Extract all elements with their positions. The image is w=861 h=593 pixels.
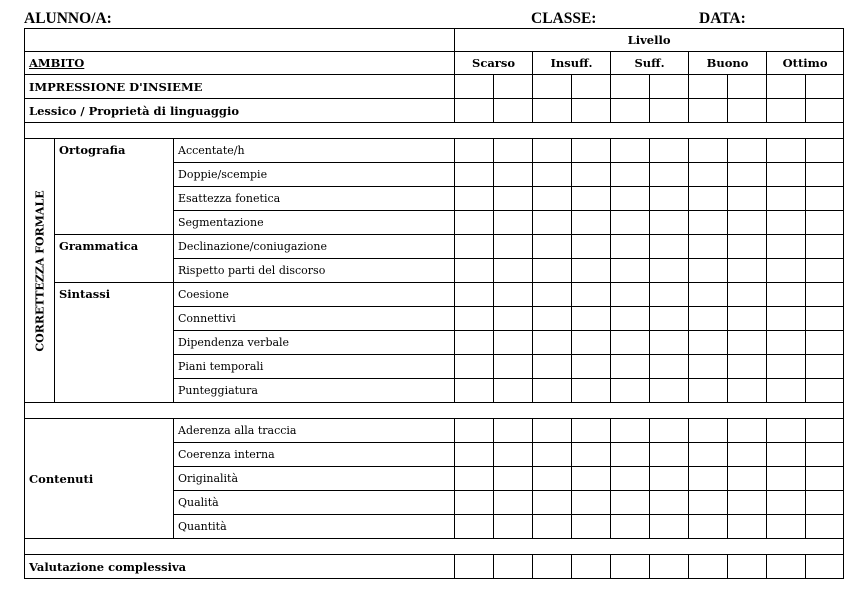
- score-cell[interactable]: [533, 379, 572, 403]
- score-cell[interactable]: [494, 491, 533, 515]
- score-cell[interactable]: [806, 555, 844, 579]
- score-cell[interactable]: [455, 259, 494, 283]
- score-cell[interactable]: [767, 99, 806, 123]
- section-label: Sintassi: [55, 283, 174, 403]
- section-label: Grammatica: [55, 235, 174, 283]
- criterion-label: Accentate/h: [174, 139, 455, 163]
- score-cell[interactable]: [806, 331, 844, 355]
- score-cell[interactable]: [650, 139, 689, 163]
- criterion-label: Connettivi: [174, 307, 455, 331]
- score-cell[interactable]: [689, 283, 728, 307]
- correttezza-formale-label: CORRETTEZZA FORMALE: [25, 139, 55, 403]
- score-cell[interactable]: [611, 187, 650, 211]
- score-cell[interactable]: [611, 139, 650, 163]
- score-cell[interactable]: [611, 491, 650, 515]
- score-cell[interactable]: [611, 379, 650, 403]
- level-header: Suff.: [611, 52, 689, 75]
- score-cell[interactable]: [455, 379, 494, 403]
- score-cell[interactable]: [494, 331, 533, 355]
- score-cell[interactable]: [611, 211, 650, 235]
- score-cell[interactable]: [494, 187, 533, 211]
- score-cell[interactable]: [806, 443, 844, 467]
- score-cell[interactable]: [455, 419, 494, 443]
- score-cell[interactable]: [767, 355, 806, 379]
- score-cell[interactable]: [650, 187, 689, 211]
- table-row: [25, 555, 844, 579]
- score-cell[interactable]: [689, 259, 728, 283]
- score-cell[interactable]: [767, 419, 806, 443]
- score-cell[interactable]: [533, 355, 572, 379]
- score-cell[interactable]: [650, 259, 689, 283]
- score-cell[interactable]: [572, 163, 611, 187]
- score-cell[interactable]: [767, 235, 806, 259]
- score-cell[interactable]: [767, 75, 806, 99]
- level-header: Insuff.: [533, 52, 611, 75]
- score-cell[interactable]: [455, 331, 494, 355]
- table-row: [25, 283, 844, 307]
- score-cell[interactable]: [767, 307, 806, 331]
- criterion-label: Declinazione/coniugazione: [174, 235, 455, 259]
- score-cell[interactable]: [728, 75, 767, 99]
- score-cell[interactable]: [728, 379, 767, 403]
- score-cell[interactable]: [494, 259, 533, 283]
- score-cell[interactable]: [767, 139, 806, 163]
- score-cell[interactable]: [728, 139, 767, 163]
- score-cell[interactable]: [533, 259, 572, 283]
- criterion-label: Coesione: [174, 283, 455, 307]
- score-cell[interactable]: [494, 555, 533, 579]
- score-cell[interactable]: [728, 187, 767, 211]
- score-cell[interactable]: [650, 211, 689, 235]
- score-cell[interactable]: [611, 355, 650, 379]
- score-cell[interactable]: [611, 259, 650, 283]
- score-cell[interactable]: [767, 211, 806, 235]
- score-cell[interactable]: [611, 467, 650, 491]
- score-cell[interactable]: [689, 99, 728, 123]
- score-cell[interactable]: [533, 283, 572, 307]
- criterion-label: Segmentazione: [174, 211, 455, 235]
- score-cell[interactable]: [806, 163, 844, 187]
- score-cell[interactable]: [806, 75, 844, 99]
- score-cell[interactable]: [767, 283, 806, 307]
- score-cell[interactable]: [611, 99, 650, 123]
- score-cell[interactable]: [767, 187, 806, 211]
- score-cell[interactable]: [611, 307, 650, 331]
- score-cell[interactable]: [533, 555, 572, 579]
- score-cell[interactable]: [572, 139, 611, 163]
- score-cell[interactable]: [533, 443, 572, 467]
- score-cell[interactable]: [728, 259, 767, 283]
- criterion-label: Rispetto parti del discorso: [174, 259, 455, 283]
- score-cell[interactable]: [728, 491, 767, 515]
- date-label: DATA:: [699, 10, 746, 27]
- score-cell[interactable]: [689, 555, 728, 579]
- score-cell[interactable]: [767, 467, 806, 491]
- table-row: [25, 235, 844, 259]
- criterion-label: Esattezza fonetica: [174, 187, 455, 211]
- score-cell[interactable]: [572, 443, 611, 467]
- score-cell[interactable]: [689, 163, 728, 187]
- score-cell[interactable]: [650, 235, 689, 259]
- score-cell[interactable]: [572, 491, 611, 515]
- criterion-label: Quantità: [174, 515, 455, 539]
- score-cell[interactable]: [494, 467, 533, 491]
- score-cell[interactable]: [650, 555, 689, 579]
- score-cell[interactable]: [689, 331, 728, 355]
- score-cell[interactable]: [689, 467, 728, 491]
- score-cell[interactable]: [455, 443, 494, 467]
- score-cell[interactable]: [806, 99, 844, 123]
- score-cell[interactable]: [533, 235, 572, 259]
- score-cell[interactable]: [455, 283, 494, 307]
- score-cell[interactable]: [494, 139, 533, 163]
- score-cell[interactable]: [689, 235, 728, 259]
- score-cell[interactable]: [533, 515, 572, 539]
- score-cell[interactable]: [533, 419, 572, 443]
- score-cell[interactable]: [572, 467, 611, 491]
- section-label: Contenuti: [25, 419, 174, 539]
- score-cell[interactable]: [533, 331, 572, 355]
- score-cell[interactable]: [572, 75, 611, 99]
- score-cell[interactable]: [806, 187, 844, 211]
- criterion-label: Punteggiatura: [174, 379, 455, 403]
- score-cell[interactable]: [728, 307, 767, 331]
- score-cell[interactable]: [455, 307, 494, 331]
- score-cell[interactable]: [689, 211, 728, 235]
- level-header: Buono: [689, 52, 767, 75]
- score-cell[interactable]: [455, 491, 494, 515]
- score-cell[interactable]: [455, 139, 494, 163]
- score-cell[interactable]: [650, 331, 689, 355]
- score-cell[interactable]: [572, 379, 611, 403]
- score-cell[interactable]: [494, 515, 533, 539]
- score-cell[interactable]: [728, 443, 767, 467]
- score-cell[interactable]: [572, 307, 611, 331]
- score-cell[interactable]: [455, 163, 494, 187]
- score-cell[interactable]: [689, 75, 728, 99]
- score-cell[interactable]: [494, 99, 533, 123]
- score-cell[interactable]: [494, 75, 533, 99]
- score-cell[interactable]: [650, 379, 689, 403]
- score-cell[interactable]: [689, 515, 728, 539]
- score-cell[interactable]: [806, 355, 844, 379]
- row-label: IMPRESSIONE D'INSIEME: [25, 75, 455, 99]
- section-label: Ortografia: [55, 139, 174, 235]
- score-cell[interactable]: [650, 515, 689, 539]
- score-cell[interactable]: [611, 75, 650, 99]
- score-cell[interactable]: [767, 259, 806, 283]
- score-cell[interactable]: [806, 139, 844, 163]
- score-cell[interactable]: [572, 331, 611, 355]
- score-cell[interactable]: [650, 99, 689, 123]
- score-cell[interactable]: [650, 75, 689, 99]
- score-cell[interactable]: [611, 235, 650, 259]
- score-cell[interactable]: [572, 283, 611, 307]
- score-cell[interactable]: [494, 211, 533, 235]
- score-cell[interactable]: [611, 419, 650, 443]
- score-cell[interactable]: [767, 443, 806, 467]
- score-cell[interactable]: [572, 235, 611, 259]
- score-cell[interactable]: [572, 419, 611, 443]
- score-cell[interactable]: [455, 555, 494, 579]
- evaluation-grid: [24, 28, 844, 579]
- score-cell[interactable]: [533, 491, 572, 515]
- score-cell[interactable]: [767, 555, 806, 579]
- score-cell[interactable]: [455, 235, 494, 259]
- score-cell[interactable]: [806, 379, 844, 403]
- table-row: [25, 419, 844, 443]
- score-cell[interactable]: [572, 211, 611, 235]
- score-cell[interactable]: [806, 211, 844, 235]
- score-cell[interactable]: [572, 555, 611, 579]
- score-cell[interactable]: [806, 283, 844, 307]
- student-label: ALUNNO/A:: [24, 10, 112, 27]
- score-cell[interactable]: [728, 283, 767, 307]
- score-cell[interactable]: [728, 163, 767, 187]
- score-cell[interactable]: [689, 139, 728, 163]
- table-row: [25, 139, 844, 163]
- score-cell[interactable]: [767, 379, 806, 403]
- score-cell[interactable]: [533, 163, 572, 187]
- score-cell[interactable]: [650, 283, 689, 307]
- score-cell[interactable]: [728, 331, 767, 355]
- level-title: Livello: [455, 29, 844, 52]
- level-header: Scarso: [455, 52, 533, 75]
- score-cell[interactable]: [533, 99, 572, 123]
- score-cell[interactable]: [572, 187, 611, 211]
- score-cell[interactable]: [611, 163, 650, 187]
- criterion-label: Coerenza interna: [174, 443, 455, 467]
- score-cell[interactable]: [650, 163, 689, 187]
- criterion-label: Qualità: [174, 491, 455, 515]
- score-cell[interactable]: [728, 419, 767, 443]
- score-cell[interactable]: [650, 467, 689, 491]
- score-cell[interactable]: [728, 211, 767, 235]
- criterion-label: Aderenza alla traccia: [174, 419, 455, 443]
- score-cell[interactable]: [650, 443, 689, 467]
- score-cell[interactable]: [455, 211, 494, 235]
- score-cell[interactable]: [494, 235, 533, 259]
- score-cell[interactable]: [611, 515, 650, 539]
- score-cell[interactable]: [494, 379, 533, 403]
- score-cell[interactable]: [650, 307, 689, 331]
- score-cell[interactable]: [806, 467, 844, 491]
- score-cell[interactable]: [650, 491, 689, 515]
- score-cell[interactable]: [689, 443, 728, 467]
- ambit-title: AMBITO: [25, 52, 455, 75]
- score-cell[interactable]: [806, 491, 844, 515]
- score-cell[interactable]: [611, 331, 650, 355]
- row-label: Valutazione complessiva: [25, 555, 455, 579]
- table-row: [25, 75, 844, 99]
- score-cell[interactable]: [533, 187, 572, 211]
- score-cell[interactable]: [689, 419, 728, 443]
- score-cell[interactable]: [572, 259, 611, 283]
- score-cell[interactable]: [455, 75, 494, 99]
- score-cell[interactable]: [494, 443, 533, 467]
- score-cell[interactable]: [728, 467, 767, 491]
- score-cell[interactable]: [494, 355, 533, 379]
- score-cell[interactable]: [728, 99, 767, 123]
- score-cell[interactable]: [767, 163, 806, 187]
- score-cell[interactable]: [494, 419, 533, 443]
- table-row: [25, 99, 844, 123]
- score-cell[interactable]: [728, 555, 767, 579]
- score-cell[interactable]: [806, 259, 844, 283]
- score-cell[interactable]: [728, 355, 767, 379]
- score-cell[interactable]: [611, 443, 650, 467]
- score-cell[interactable]: [572, 99, 611, 123]
- level-header: Ottimo: [767, 52, 844, 75]
- score-cell[interactable]: [650, 419, 689, 443]
- criterion-label: Doppie/scempie: [174, 163, 455, 187]
- score-cell[interactable]: [728, 515, 767, 539]
- score-cell[interactable]: [572, 515, 611, 539]
- score-cell[interactable]: [767, 515, 806, 539]
- score-cell[interactable]: [689, 187, 728, 211]
- score-cell[interactable]: [689, 307, 728, 331]
- score-cell[interactable]: [611, 283, 650, 307]
- score-cell[interactable]: [806, 235, 844, 259]
- score-cell[interactable]: [806, 419, 844, 443]
- score-cell[interactable]: [728, 235, 767, 259]
- score-cell[interactable]: [533, 307, 572, 331]
- criterion-label: Piani temporali: [174, 355, 455, 379]
- class-label: CLASSE:: [531, 10, 597, 27]
- score-cell[interactable]: [806, 515, 844, 539]
- score-cell[interactable]: [455, 99, 494, 123]
- score-cell[interactable]: [689, 379, 728, 403]
- score-cell[interactable]: [494, 307, 533, 331]
- row-label: Lessico / Proprietà di linguaggio: [25, 99, 455, 123]
- score-cell[interactable]: [689, 355, 728, 379]
- score-cell[interactable]: [455, 355, 494, 379]
- score-cell[interactable]: [533, 139, 572, 163]
- score-cell[interactable]: [611, 555, 650, 579]
- score-cell[interactable]: [767, 331, 806, 355]
- score-cell[interactable]: [455, 515, 494, 539]
- score-cell[interactable]: [455, 467, 494, 491]
- score-cell[interactable]: [533, 211, 572, 235]
- score-cell[interactable]: [572, 355, 611, 379]
- score-cell[interactable]: [806, 307, 844, 331]
- score-cell[interactable]: [494, 283, 533, 307]
- score-cell[interactable]: [533, 467, 572, 491]
- criterion-label: Originalità: [174, 467, 455, 491]
- score-cell[interactable]: [494, 163, 533, 187]
- score-cell[interactable]: [689, 491, 728, 515]
- criterion-label: Dipendenza verbale: [174, 331, 455, 355]
- score-cell[interactable]: [767, 491, 806, 515]
- score-cell[interactable]: [650, 355, 689, 379]
- score-cell[interactable]: [455, 187, 494, 211]
- score-cell[interactable]: [533, 75, 572, 99]
